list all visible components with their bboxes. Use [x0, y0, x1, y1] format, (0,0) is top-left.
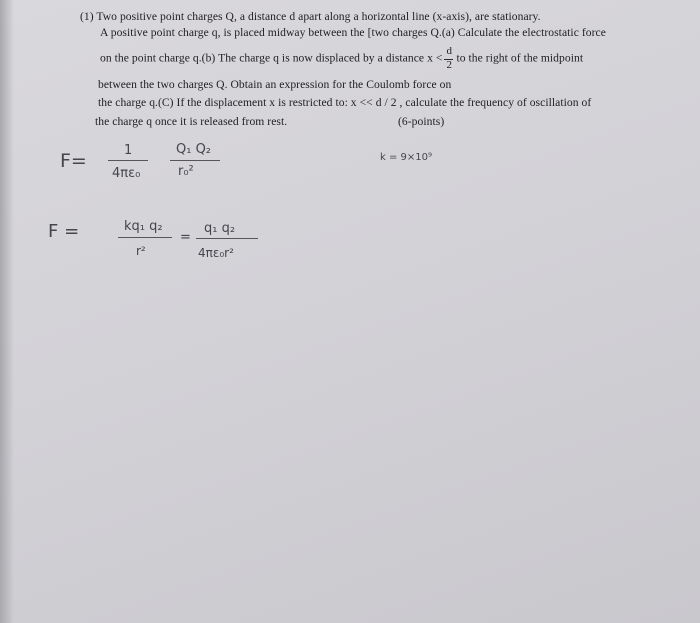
question-line-6: the charge q once it is released from rest. [95, 115, 288, 128]
eq1-frac1-denominator: 4πε₀ [112, 166, 141, 181]
eq2-lhs: F = [48, 221, 80, 242]
eq1-frac2-bar [170, 160, 220, 161]
eq1-frac2-numerator: Q₁ Q₂ [176, 142, 212, 157]
eq2-frac2-numerator: q₁ q₂ [204, 221, 236, 236]
question-line-4: between the two charges Q. Obtain an expression for the Coulomb force on [98, 78, 452, 91]
eq1-frac2-denominator: r₀² [178, 164, 194, 179]
fraction-numerator: d [446, 45, 453, 57]
eq2-frac2-denominator: 4πε₀r² [198, 246, 234, 260]
eq2-frac1-denominator: r² [136, 244, 146, 258]
eq1-frac1-bar [108, 160, 148, 161]
question-line-3 [100, 47, 583, 71]
question-line-2: A positive point charge q, is placed midway between the [two charges Q.(a) Calculate the electrostatic force [100, 26, 606, 39]
eq1-lhs: F= [60, 150, 87, 172]
eq1-frac1-numerator: 1 [124, 143, 133, 158]
eq2-frac1-numerator: kq₁ q₂ [124, 219, 163, 234]
question-line-3-after: to the right of the midpoint [456, 51, 584, 65]
question-line-1: (1) Two positive point charges Q, a distance d apart along a horizontal line (x-axis), are stationary. [80, 10, 541, 23]
eq2-frac2-bar [196, 238, 258, 239]
question-text [0, 0, 700, 140]
points-label: (6-points) [398, 115, 445, 128]
eq2-frac1-bar [118, 237, 172, 238]
coulomb-constant-note: k = 9×10⁹ [380, 152, 433, 163]
fraction-denominator: 2 [446, 59, 453, 71]
question-line-3-before: on the point charge q.(b) The charge q is now displaced by a distance x < [100, 51, 443, 65]
d-over-2-fraction [444, 47, 454, 71]
question-line-5: the charge q.(C) If the displacement x is restricted to: x << d / 2 , calculate the frequency of oscillation of [98, 96, 592, 109]
eq2-equals-sign: = [180, 230, 191, 245]
